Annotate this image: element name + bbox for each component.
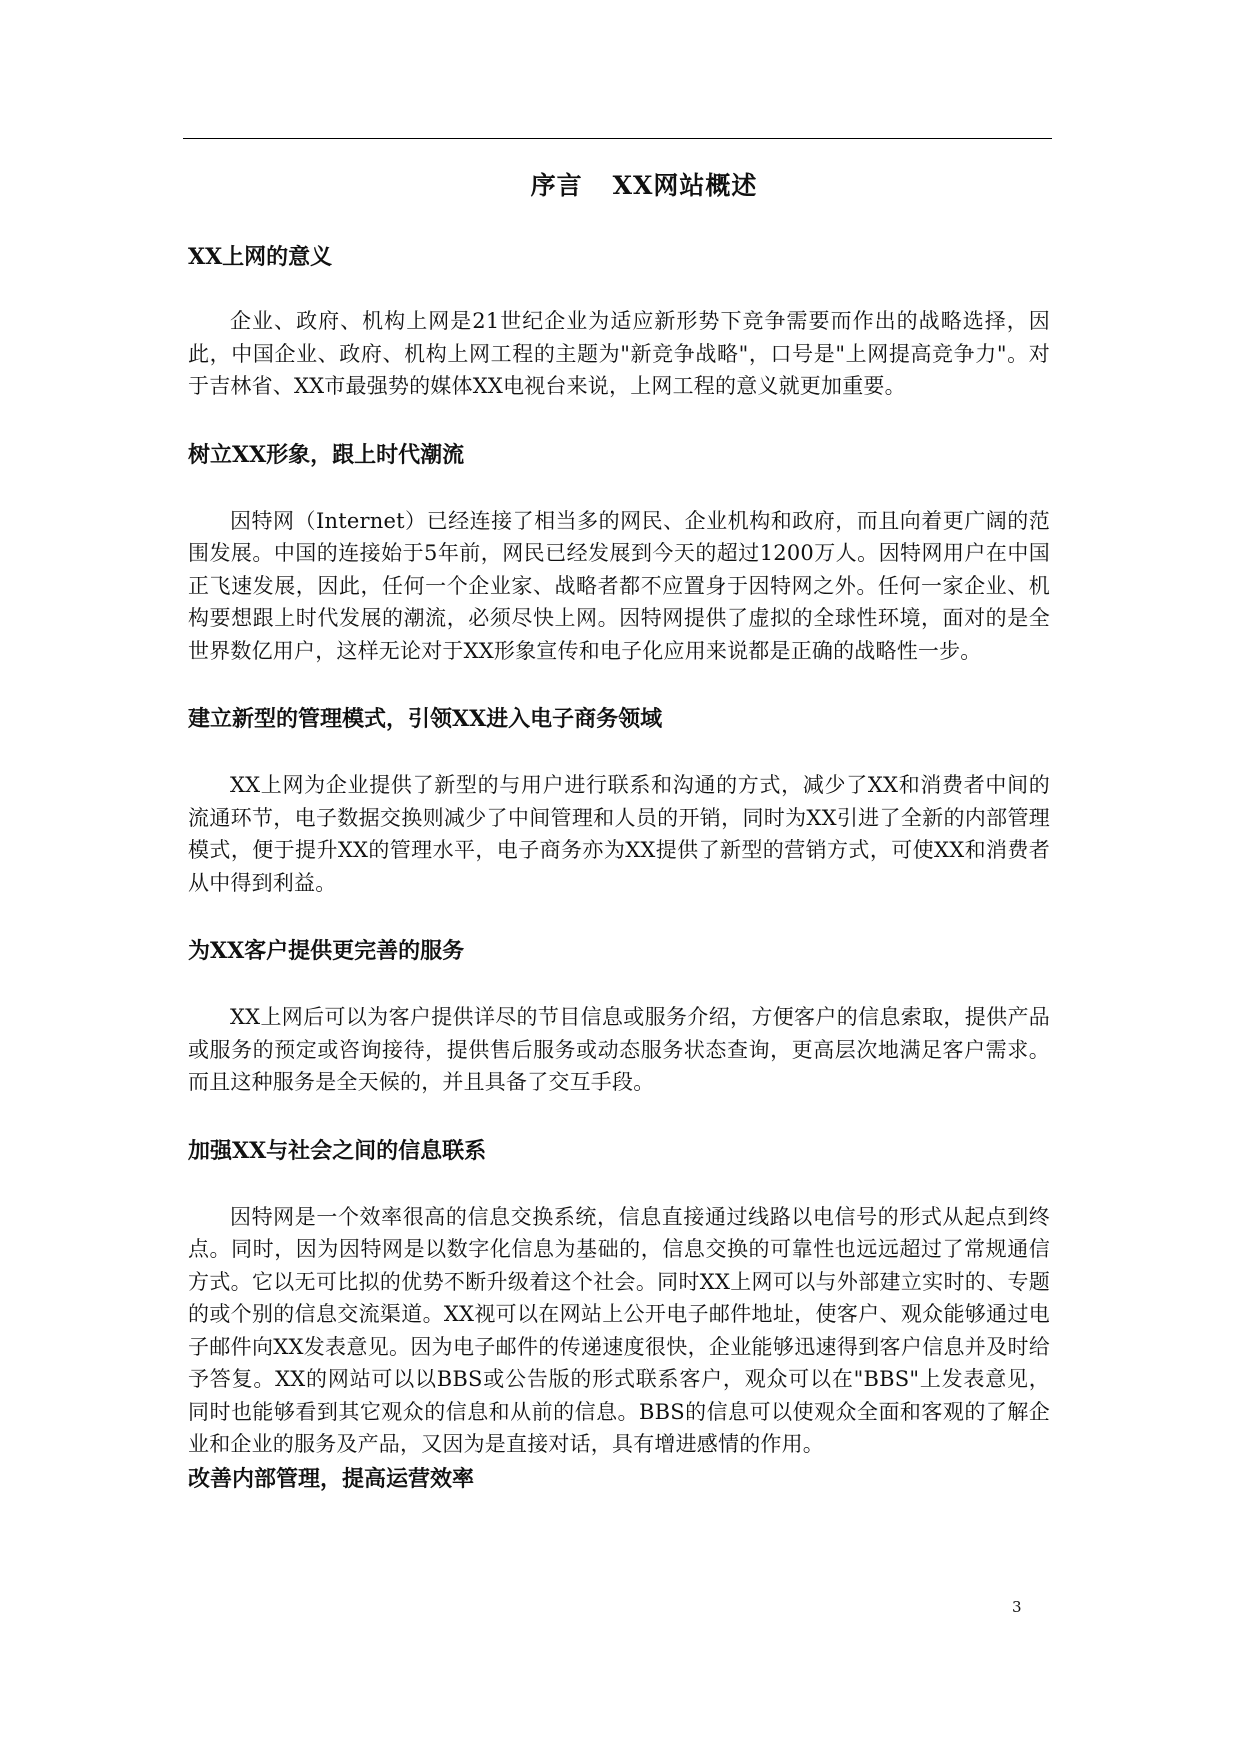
page-content [188, 160, 1050, 1495]
section-paragraph-image: 因特网（Internet）已经连接了相当多的网民、企业机构和政府，而且向着更广阔的范围发展。中国的连接始于5年前，网民已经发展到今天的超过1200万人。因特网用户在中国正飞速发展，因此，任何一个企业家、战略者都不应置身于因特网之外。任何一家企业、机构要想跟上时代发展的潮流，必须尽快上网。因特网提供了虚拟的全球性环境，面对的是全世界数亿用户，这样无论对于XX形象宣传和电子化应用来说都是正确的战略性一步。 [188, 508, 1050, 663]
section-heading-management-model: 建立新型的管理模式，引领XX进入电子商务领域 [188, 706, 663, 732]
section-heading-image: 树立XX形象，跟上时代潮流 [188, 441, 465, 468]
title-part-preface: 序言 [530, 171, 583, 200]
section-paragraph-information-link: 因特网是一个效率很高的信息交换系统，信息直接通过线路以电信号的形式从起点到终点。同时，因为因特网是以数字化信息为基础的，信息交换的可靠性也远远超过了常规通信方式。它以无可比拟的优势不断升级着这个社会。同时XX上网可以与外部建立实时的、专题的或个别的信息交流渠道。XX视可以在网站上公开电子邮件地址，使客户、观众能够通过电子邮件向XX发表意见。因为电子邮件的传递速度很快，企业能够迅速得到客户信息并及时给予答复。XX的网站可以以BBS或公告版的形式联系客户，观众可以在"BBS"上发表意见，同时也能够看到其它观众的信息和从前的信息。BBS的信息可以使观众全面和客观的了解企业和企业的服务及产品，又因为是直接对话，具有增进感情的作用。 [188, 1204, 1050, 1456]
section-paragraph-customer-service: XX上网后可以为客户提供详尽的节目信息或服务介绍，方便客户的信息索取，提供产品或服务的预定或咨询接待，提供售后服务或动态服务状态查询，更高层次地满足客户需求。而且这种服务是全天候的，并且具备了交互手段。 [188, 1005, 1050, 1094]
section-heading-information-link: 加强XX与社会之间的信息联系 [188, 1137, 487, 1164]
section-heading-significance: XX上网的意义 [188, 244, 333, 270]
page-number: 3 [1012, 1598, 1022, 1616]
header-rule [183, 138, 1052, 139]
title-part-main: XX网站概述 [612, 171, 758, 200]
page-title [188, 168, 1050, 204]
section-heading-internal-management: 改善内部管理，提高运营效率 [188, 1465, 475, 1492]
section-paragraph-management-model: XX上网为企业提供了新型的与用户进行联系和沟通的方式，减少了XX和消费者中间的流通环节，电子数据交换则减少了中间管理和人员的开销，同时为XX引进了全新的内部管理模式，便于提升XX的管理水平，电子商务亦为XX提供了新型的营销方式，可使XX和消费者从中得到利益。 [188, 773, 1050, 895]
section-heading-customer-service: 为XX客户提供更完善的服务 [188, 938, 465, 964]
section-paragraph-significance: 企业、政府、机构上网是21世纪企业为适应新形势下竞争需要而作出的战略选择，因此，中国企业、政府、机构上网工程的主题为"新竞争战略"，口号是"上网提高竞争力"。对于吉林省、XX市最强势的媒体XX电视台来说，上网工程的意义就更加重要。 [188, 309, 1050, 398]
